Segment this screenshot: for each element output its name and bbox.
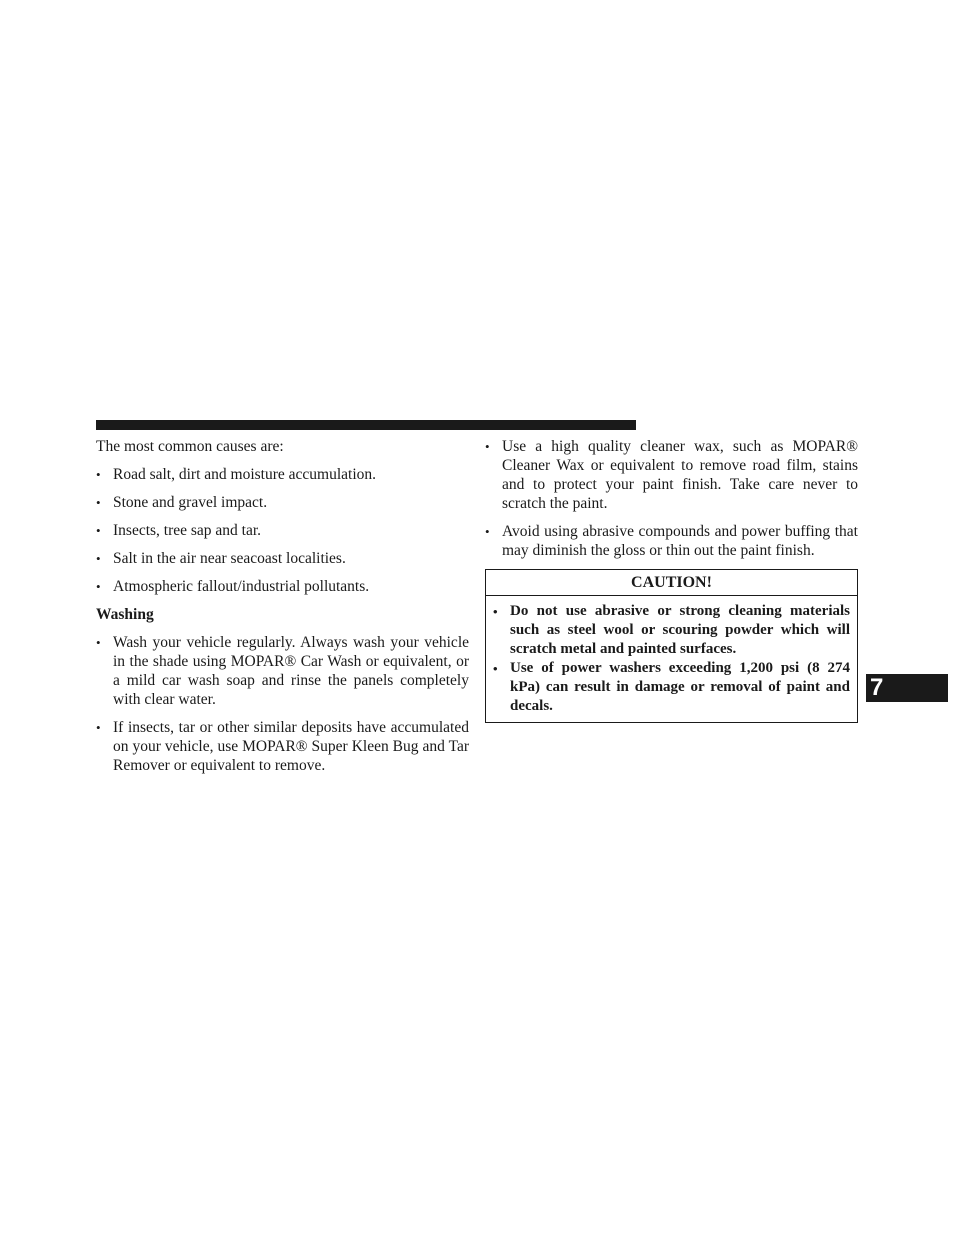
list-item: • Avoid using abrasive compounds and power buffing that may diminish the gloss or thin out the paint finish. — [485, 523, 858, 559]
chapter-tab: 7 — [866, 674, 948, 702]
left-column — [96, 437, 469, 784]
washing-heading: Washing — [96, 606, 154, 623]
care-list — [485, 437, 858, 560]
caution-box — [485, 569, 858, 723]
list-item: • Atmospheric fallout/industrial pollutants. — [96, 578, 370, 595]
bullet-icon: • — [96, 467, 101, 482]
caution-title: CAUTION! — [486, 570, 857, 596]
causes-intro: The most common causes are: — [96, 438, 284, 455]
causes-list — [96, 465, 469, 596]
list-item: • Insects, tree sap and tar. — [96, 522, 262, 539]
list-item: • Use of power washers exceeding 1,200 psi (8 274 kPa) can result in damage or removal of paint and decals. — [493, 660, 850, 714]
caution-body — [486, 596, 857, 722]
bullet-icon: • — [485, 524, 490, 539]
list-item: • Salt in the air near seacoast localities. — [96, 550, 346, 567]
bullet-icon: • — [96, 579, 101, 594]
caution-list — [493, 602, 850, 716]
bullet-icon: • — [493, 604, 498, 619]
bullet-icon: • — [96, 635, 101, 650]
list-item: • If insects, tar or other similar deposits have accumulated on your vehicle, use MOPAR® Super Kleen Bug and Tar Remover or equivalent to remove. — [96, 719, 469, 774]
bullet-icon: • — [493, 661, 498, 676]
bullet-icon: • — [96, 551, 101, 566]
right-column — [485, 437, 858, 723]
list-item: • Use a high quality cleaner wax, such as MOPAR® Cleaner Wax or equivalent to remove road film, stains and to protect your paint finish. Take care never to scratch the paint. — [485, 438, 858, 512]
section-header-rule — [96, 420, 636, 430]
bullet-icon: • — [96, 720, 101, 735]
list-item: • Road salt, dirt and moisture accumulation. — [96, 466, 377, 483]
list-item: • Wash your vehicle regularly. Always wash your vehicle in the shade using MOPAR® Car Wash or equivalent, or a mild car wash soap and rinse the panels completely with clear water. — [96, 634, 469, 708]
list-item: • Stone and gravel impact. — [96, 494, 268, 511]
bullet-icon: • — [96, 495, 101, 510]
washing-list — [96, 633, 469, 775]
bullet-icon: • — [485, 439, 490, 454]
bullet-icon: • — [96, 523, 101, 538]
list-item: • Do not use abrasive or strong cleaning materials such as steel wool or scouring powder which will scratch metal and painted surfaces. — [493, 603, 850, 657]
